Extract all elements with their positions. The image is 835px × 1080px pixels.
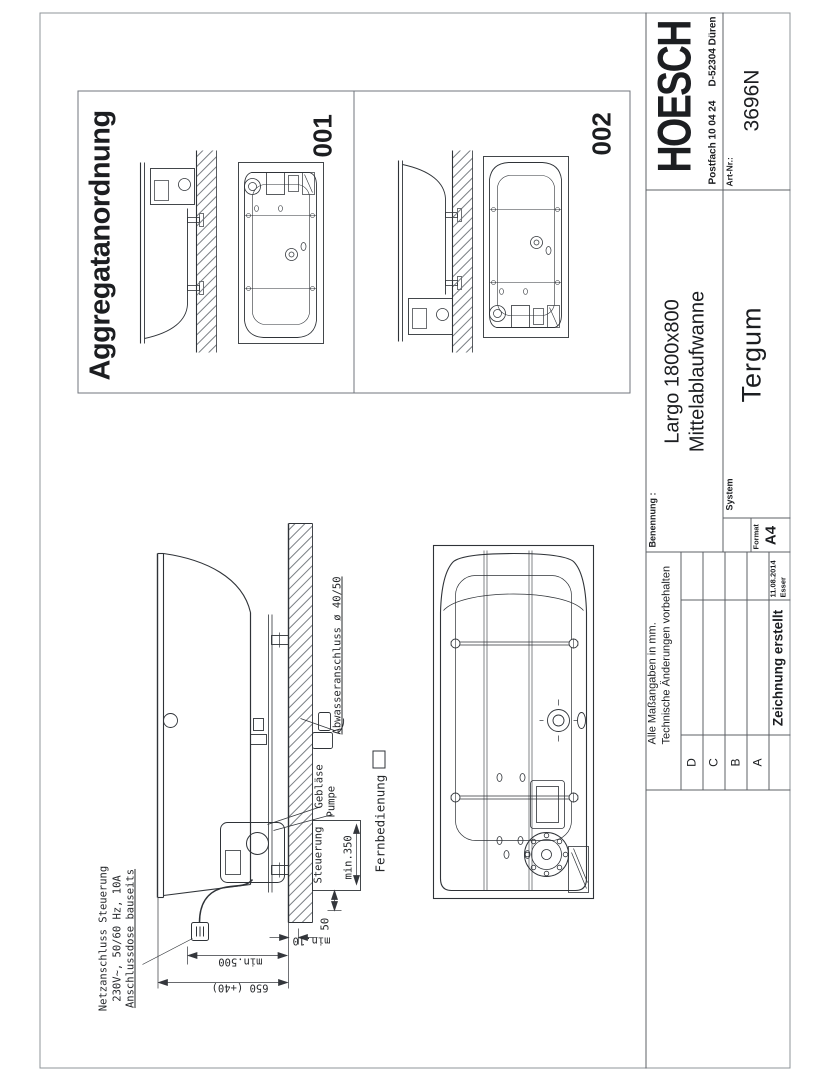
blower-label: Gebläse — [313, 763, 325, 808]
product-name — [660, 190, 710, 552]
dim-wall-gap: 50 — [319, 917, 331, 930]
mains-note-line2: 230V~, 50/60 Hz, 10A — [110, 874, 123, 1002]
address-postfach: Postfach 10 04 24 — [707, 100, 718, 184]
revision-row-b: B — [728, 758, 742, 767]
revision-row-a: A — [750, 758, 764, 767]
note-changes: Technische Änderungen vorbehalten — [660, 565, 672, 744]
socket-icon — [191, 922, 208, 940]
panel-title: Aggregatanordnung — [84, 109, 116, 380]
drawing-date: 11.08.2014 — [768, 559, 777, 597]
product-name-line2: Mittelablaufwanne — [686, 290, 708, 452]
variant-002-label: 002 — [586, 111, 616, 155]
variant-001-label: 001 — [307, 113, 337, 157]
revision-row-c: C — [706, 757, 720, 767]
art-nr-label: Art-Nr.: — [724, 156, 734, 186]
dim-total-height: 650 (+40) — [211, 981, 268, 993]
waste-connection-label: Abwasseranschluss ø 40/50 — [331, 575, 343, 734]
remote-control-label — [372, 750, 387, 872]
mains-connection-note — [97, 860, 138, 1016]
benennung-label: Benennung : — [647, 492, 657, 547]
note-units: Alle Maßangaben in mm. — [646, 621, 658, 744]
product-name-line1: Largo 1800x800 — [661, 298, 683, 444]
drawing-author: Esser — [778, 576, 787, 597]
address-city: D-52304 Düren — [707, 16, 718, 87]
dim-min-clearance: min.500 — [217, 955, 262, 967]
drawing-status: Zeichnung erstellt — [770, 609, 785, 726]
format-label: Format — [751, 523, 760, 549]
art-nr-value: 3696N — [740, 69, 763, 131]
manufacturer-address — [707, 16, 718, 184]
hoesch-logo: HOESCH — [647, 20, 700, 172]
mains-note-line3: Anschlussdose bauseits — [124, 868, 136, 1008]
pump-label: Pumpe — [325, 785, 337, 817]
main-section-view — [142, 523, 360, 964]
aggregate-cluster — [497, 773, 589, 892]
format-value: A4 — [762, 525, 779, 545]
remote-control-text: Fernbedienung — [372, 774, 387, 872]
control-unit-label: Steuerung — [312, 826, 324, 883]
dim-min-adjust: min.10 — [292, 934, 330, 946]
system-label: System — [724, 477, 734, 510]
main-plan-view — [433, 545, 593, 898]
panel-divider — [353, 90, 354, 393]
revision-row-d: D — [684, 757, 698, 767]
remote-box-icon — [372, 750, 385, 768]
system-name: Tergum — [736, 305, 766, 403]
mains-note-line1: Netzanschluss Steuerung — [97, 865, 109, 1011]
dim-service-space: min.350 — [342, 834, 354, 879]
power-cable — [199, 879, 252, 922]
